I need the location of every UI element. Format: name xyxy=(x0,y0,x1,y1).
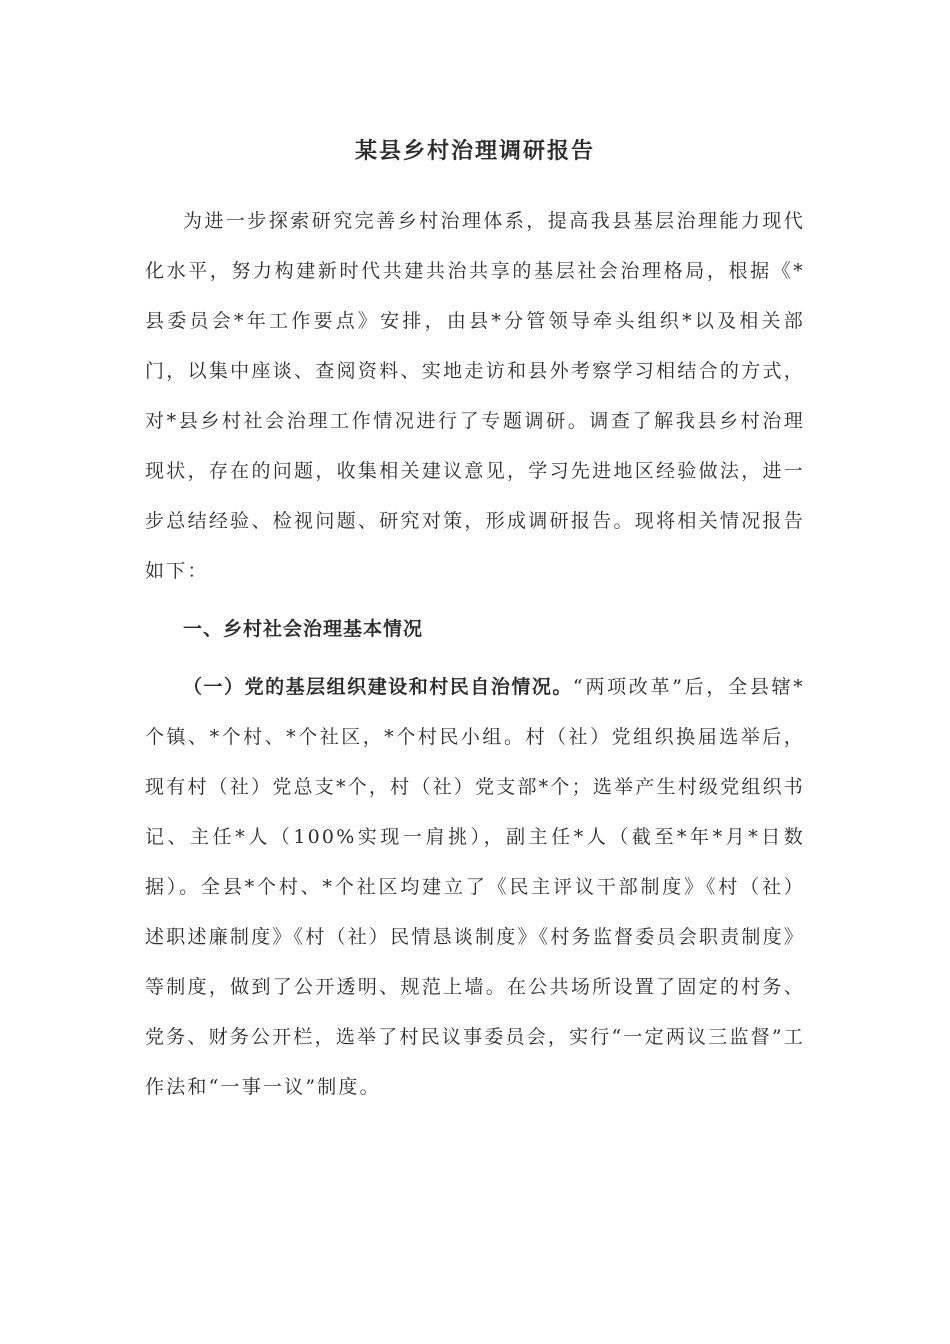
section-heading: 一、乡村社会治理基本情况 xyxy=(183,618,424,640)
document-title: 某县乡村治理调研报告 xyxy=(354,139,595,164)
intro-paragraph: 为进一步探索研究完善乡村治理体系，提高我县基层治理能力现代化水平，努力构建新时代共建共治共享的基层社会治理格局，根据《*县委员会*年工作要点》安排，由县*分管领导牵头组织*以及相关部门，以集中座谈、查阅资料、实地走访和县外考察学习相结合的方式，对*县乡村社会治理工作情况进行了专题调研。调查了解我县乡村治理现状，存在的问题，收集相关建议意见，学习先进地区经验做法，进一步总结经验、检视问题、研究对策，形成调研报告。现将相关情况报告如下： xyxy=(145,210,805,582)
subsection-body: “两项改革”后，全县辖*个镇、*个村、*个社区，*个村民小组。村（社）党组织换届选举后，现有村（社）党总支*个，村（社）党支部*个；选举产生村级党组织书记、主任*人（100%实现一肩挑），副主任*人（截至*年*月*日数据）。全县*个村、*个社区均建立了《民主评议干部制度》《村（社）述职述廉制度》《村（社）民情恳谈制度》《村务监督委员会职责制度》等制度，做到了公开透明、规范上墙。在公共场所设置了固定的村务、党务、财务公开栏，选举了村民议事委员会，实行“一定两议三监督”工作法和“一事一议”制度。 xyxy=(145,676,805,1098)
document-page xyxy=(145,130,805,1112)
subsection-lead: （一）党的基层组织建设和村民自治情况。 xyxy=(183,676,573,698)
subsection-paragraph xyxy=(145,662,805,1112)
